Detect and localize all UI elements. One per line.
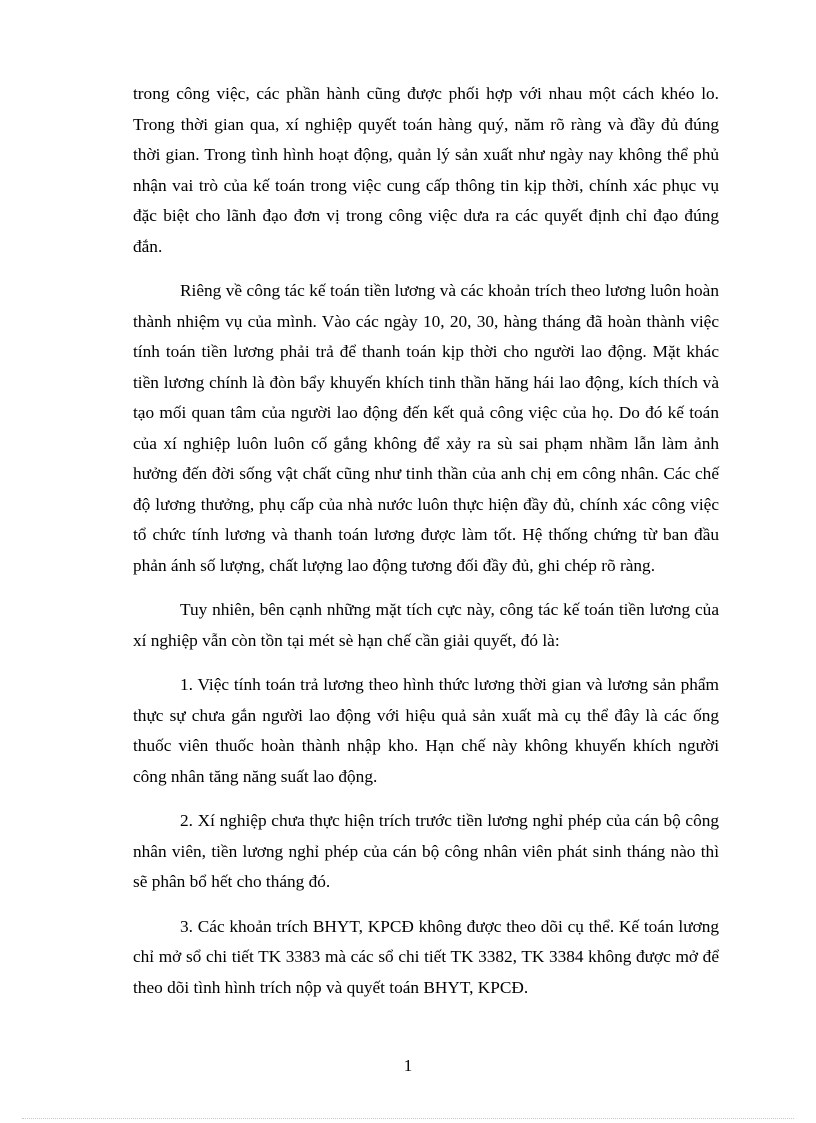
paragraph-continuation: trong công việc, các phần hành cũng được phối hợp với nhau một cách khéo lo. Trong thời gian qua, xí nghiệp quyết toán hàng quý, năm rõ ràng và đầy đủ đúng thời gian. Trong tình hình hoạt động, quản lý sản xuất như ngày nay không thể phủ nhận vai trò của kế toán trong việc cung cấp thông tin kịp thời, chính xác phục vụ đặc biệt cho lãnh đạo đơn vị trong công việc dưa ra các quyết định chỉ đạo đúng đắn.	[133, 84, 719, 256]
paragraph-limitation-1: 1. Việc tính toán trả lương theo hình thức lương thời gian và lương sản phẩm thực sự chưa gắn người lao động với hiệu quả sản xuất mà cụ thể đây là các ống thuốc viên thuốc hoàn thành nhập kho. Hạn chế này không khuyến khích người công nhân tăng năng suất lao động.	[133, 675, 719, 786]
paragraph-salary-accounting: Riêng về công tác kế toán tiền lương và các khoản trích theo lương luôn hoàn thành nhiệm vụ của mình. Vào các ngày 10, 20, 30, hàng tháng đã hoàn thành việc tính toán tiền lương phải trả để thanh toán kịp thời cho người lao động. Mặt khác tiền lương chính là đòn bẩy khuyến khích tinh thần hăng hái lao động, kích thích và tạo mối quan tâm của người lao động đến kết quả công việc của họ. Do đó kế toán của xí nghiệp luôn luôn cố gắng không để xảy ra sù sai phạm nhầm lẫn làm ảnh hưởng đến đời sống vật chất cũng như tinh thần của anh chị em công nhân. Các chế độ lương thưởng, phụ cấp của nhà nước luôn thực hiện đầy đủ, chính xác công việc tổ chức tính lương và thanh toán lương được làm tốt. Hệ thống chứng từ ban đầu phản ánh số lượng, chất lượng lao động tương đối đầy đủ, ghi chép rõ ràng.	[133, 281, 719, 575]
page-bottom-divider	[22, 1118, 794, 1119]
paragraph-limitation-3: 3. Các khoản trích BHYT, KPCĐ không được theo dõi cụ thể. Kế toán lương chỉ mở sổ chi tiết TK 3383 mà các sổ chi tiết TK 3382, TK 3384 không được mở để theo dõi tình hình trích nộp và quyết toán BHYT, KPCĐ.	[133, 916, 719, 997]
paragraph-limitation-2: 2. Xí nghiệp chưa thực hiện trích trước tiền lương nghỉ phép của cán bộ công nhân viên, tiền lương nghỉ phép của cán bộ công nhân viên phát sinh tháng nào thì sẽ phân bổ hết cho tháng đó.	[133, 811, 719, 891]
page-number: 1	[403, 1056, 413, 1075]
paragraph-limitations-intro: Tuy nhiên, bên cạnh những mặt tích cực này, công tác kế toán tiền lương của xí nghiệp vẫn còn tồn tại mét sè hạn chế cần giải quyết, đó là:	[133, 600, 719, 650]
document-body	[133, 79, 719, 1017]
